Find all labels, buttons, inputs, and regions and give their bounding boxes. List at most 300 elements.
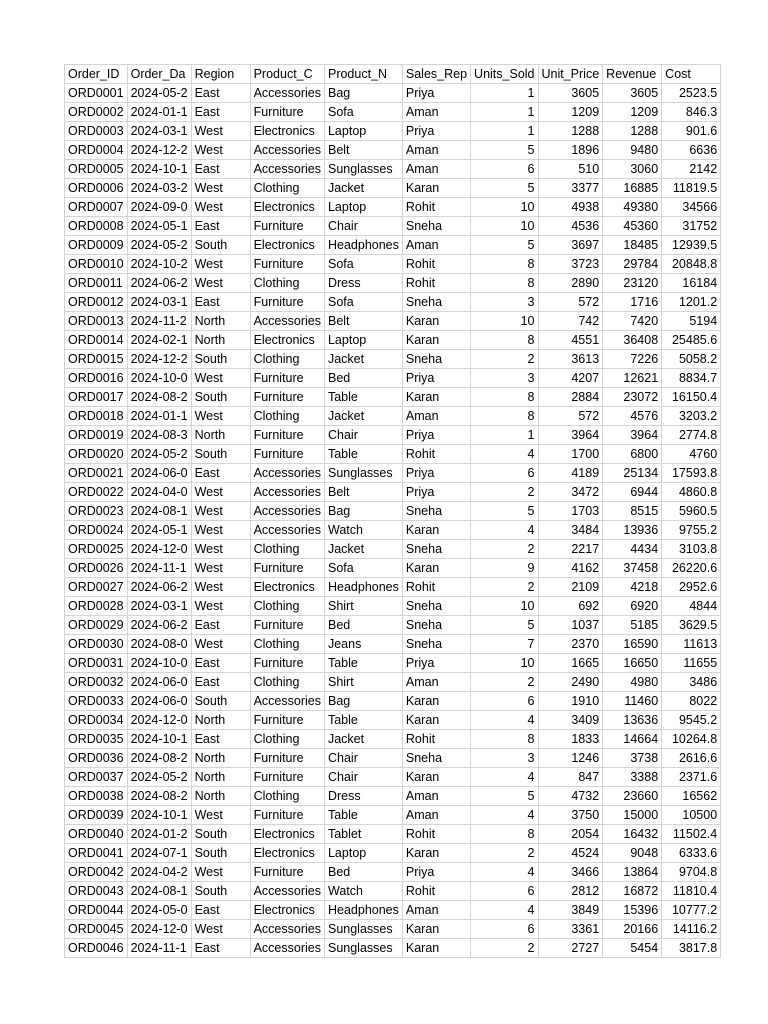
table-cell[interactable]: 16590 (603, 635, 662, 654)
table-cell[interactable]: Furniture (250, 217, 324, 236)
table-cell[interactable]: Furniture (250, 426, 324, 445)
table-cell[interactable]: 5194 (662, 312, 721, 331)
table-cell[interactable]: ORD0044 (65, 901, 128, 920)
table-cell[interactable]: Dress (324, 274, 402, 293)
table-cell[interactable]: 5185 (603, 616, 662, 635)
table-cell[interactable]: 11502.4 (662, 825, 721, 844)
table-cell[interactable]: Electronics (250, 844, 324, 863)
table-cell[interactable]: Table (324, 806, 402, 825)
table-cell[interactable]: Dress (324, 787, 402, 806)
table-cell[interactable]: 1833 (538, 730, 603, 749)
table-cell[interactable]: 2024-04-0 (127, 483, 191, 502)
table-cell[interactable]: ORD0042 (65, 863, 128, 882)
table-cell[interactable]: 2774.8 (662, 426, 721, 445)
table-cell[interactable]: Belt (324, 312, 402, 331)
table-cell[interactable]: West (191, 483, 250, 502)
table-cell[interactable]: 4 (471, 863, 538, 882)
table-cell[interactable]: Accessories (250, 882, 324, 901)
table-cell[interactable]: 3849 (538, 901, 603, 920)
table-cell[interactable]: 20848.8 (662, 255, 721, 274)
table-cell[interactable]: 2024-10-0 (127, 654, 191, 673)
table-cell[interactable]: West (191, 141, 250, 160)
table-cell[interactable]: 2024-08-2 (127, 388, 191, 407)
table-cell[interactable]: 49380 (603, 198, 662, 217)
table-cell[interactable]: 742 (538, 312, 603, 331)
table-cell[interactable]: 4980 (603, 673, 662, 692)
column-header-cell[interactable]: Units_Sold (471, 65, 538, 84)
table-cell[interactable]: Clothing (250, 635, 324, 654)
table-cell[interactable]: North (191, 749, 250, 768)
table-cell[interactable]: ORD0007 (65, 198, 128, 217)
table-cell[interactable]: 16562 (662, 787, 721, 806)
table-cell[interactable]: 5 (471, 616, 538, 635)
table-cell[interactable]: 5 (471, 141, 538, 160)
table-cell[interactable]: 2024-01-1 (127, 407, 191, 426)
table-cell[interactable]: 2 (471, 350, 538, 369)
table-cell[interactable]: North (191, 312, 250, 331)
table-cell[interactable]: West (191, 578, 250, 597)
table-cell[interactable]: 1910 (538, 692, 603, 711)
table-cell[interactable]: 3613 (538, 350, 603, 369)
table-cell[interactable]: Sneha (402, 616, 470, 635)
table-cell[interactable]: 3377 (538, 179, 603, 198)
table-cell[interactable]: 2024-01-1 (127, 103, 191, 122)
table-cell[interactable]: North (191, 768, 250, 787)
table-cell[interactable]: 4844 (662, 597, 721, 616)
table-cell[interactable]: 45360 (603, 217, 662, 236)
table-cell[interactable]: 11613 (662, 635, 721, 654)
table-cell[interactable]: Accessories (250, 692, 324, 711)
table-cell[interactable]: East (191, 654, 250, 673)
table-cell[interactable]: 3817.8 (662, 939, 721, 958)
table-cell[interactable]: 2024-05-2 (127, 768, 191, 787)
table-cell[interactable]: 4576 (603, 407, 662, 426)
table-cell[interactable]: Headphones (324, 901, 402, 920)
table-cell[interactable]: 2024-05-1 (127, 217, 191, 236)
table-cell[interactable]: Rohit (402, 578, 470, 597)
table-cell[interactable]: 1201.2 (662, 293, 721, 312)
table-cell[interactable]: 2952.6 (662, 578, 721, 597)
table-cell[interactable]: 2024-04-2 (127, 863, 191, 882)
table-cell[interactable]: 16150.4 (662, 388, 721, 407)
table-cell[interactable]: 4732 (538, 787, 603, 806)
table-cell[interactable]: ORD0004 (65, 141, 128, 160)
table-cell[interactable]: Accessories (250, 502, 324, 521)
table-cell[interactable]: 3629.5 (662, 616, 721, 635)
table-cell[interactable]: Headphones (324, 578, 402, 597)
table-cell[interactable]: 4524 (538, 844, 603, 863)
table-cell[interactable]: 1288 (538, 122, 603, 141)
table-cell[interactable]: 2 (471, 844, 538, 863)
table-cell[interactable]: 4860.8 (662, 483, 721, 502)
table-cell[interactable]: Priya (402, 369, 470, 388)
table-cell[interactable]: 2024-05-2 (127, 445, 191, 464)
table-cell[interactable]: ORD0045 (65, 920, 128, 939)
table-cell[interactable]: 1 (471, 426, 538, 445)
table-cell[interactable]: 2 (471, 673, 538, 692)
table-cell[interactable]: ORD0040 (65, 825, 128, 844)
table-cell[interactable]: 847 (538, 768, 603, 787)
table-cell[interactable]: Sunglasses (324, 920, 402, 939)
table-cell[interactable]: 1209 (603, 103, 662, 122)
table-cell[interactable]: 5 (471, 787, 538, 806)
table-cell[interactable]: 2024-05-2 (127, 84, 191, 103)
table-cell[interactable]: 4207 (538, 369, 603, 388)
table-cell[interactable]: Chair (324, 749, 402, 768)
table-cell[interactable]: ORD0006 (65, 179, 128, 198)
table-cell[interactable]: 3409 (538, 711, 603, 730)
table-cell[interactable]: 12621 (603, 369, 662, 388)
table-cell[interactable]: 2217 (538, 540, 603, 559)
table-cell[interactable]: ORD0036 (65, 749, 128, 768)
table-cell[interactable]: 11655 (662, 654, 721, 673)
table-cell[interactable]: West (191, 540, 250, 559)
table-cell[interactable]: Karan (402, 388, 470, 407)
table-cell[interactable]: 3361 (538, 920, 603, 939)
table-cell[interactable]: 9704.8 (662, 863, 721, 882)
table-cell[interactable]: 36408 (603, 331, 662, 350)
table-cell[interactable]: West (191, 806, 250, 825)
table-cell[interactable]: ORD0038 (65, 787, 128, 806)
table-cell[interactable]: Rohit (402, 274, 470, 293)
table-cell[interactable]: Laptop (324, 844, 402, 863)
table-cell[interactable]: 16432 (603, 825, 662, 844)
table-cell[interactable]: South (191, 236, 250, 255)
table-cell[interactable]: Aman (402, 160, 470, 179)
table-cell[interactable]: Karan (402, 559, 470, 578)
table-cell[interactable]: 9755.2 (662, 521, 721, 540)
table-cell[interactable]: West (191, 502, 250, 521)
table-cell[interactable]: 16872 (603, 882, 662, 901)
table-cell[interactable]: 14664 (603, 730, 662, 749)
table-cell[interactable]: 2024-12-0 (127, 920, 191, 939)
table-cell[interactable]: 5 (471, 502, 538, 521)
table-cell[interactable]: Sofa (324, 293, 402, 312)
table-cell[interactable]: Laptop (324, 198, 402, 217)
table-cell[interactable]: Rohit (402, 730, 470, 749)
table-cell[interactable]: Furniture (250, 255, 324, 274)
table-cell[interactable]: 18485 (603, 236, 662, 255)
table-cell[interactable]: 2024-10-1 (127, 160, 191, 179)
table-cell[interactable]: ORD0001 (65, 84, 128, 103)
table-cell[interactable]: ORD0018 (65, 407, 128, 426)
table-cell[interactable]: 1703 (538, 502, 603, 521)
table-cell[interactable]: Electronics (250, 198, 324, 217)
table-cell[interactable]: West (191, 274, 250, 293)
table-cell[interactable]: Table (324, 711, 402, 730)
table-cell[interactable]: 3466 (538, 863, 603, 882)
table-cell[interactable]: ORD0011 (65, 274, 128, 293)
column-header-cell[interactable]: Cost (662, 65, 721, 84)
table-cell[interactable]: 2024-10-2 (127, 255, 191, 274)
table-cell[interactable]: Furniture (250, 293, 324, 312)
table-cell[interactable]: 2024-11-1 (127, 559, 191, 578)
table-cell[interactable]: Chair (324, 217, 402, 236)
table-cell[interactable]: ORD0003 (65, 122, 128, 141)
table-cell[interactable]: 2024-03-1 (127, 293, 191, 312)
table-cell[interactable]: 3964 (538, 426, 603, 445)
table-cell[interactable]: Furniture (250, 445, 324, 464)
table-cell[interactable]: 4 (471, 521, 538, 540)
table-cell[interactable]: Sneha (402, 749, 470, 768)
table-cell[interactable]: ORD0022 (65, 483, 128, 502)
table-cell[interactable]: ORD0034 (65, 711, 128, 730)
table-cell[interactable]: 6 (471, 464, 538, 483)
table-cell[interactable]: Clothing (250, 540, 324, 559)
table-cell[interactable]: Jacket (324, 179, 402, 198)
table-cell[interactable]: 3723 (538, 255, 603, 274)
table-cell[interactable]: Bag (324, 692, 402, 711)
table-cell[interactable]: ORD0035 (65, 730, 128, 749)
table-cell[interactable]: 2024-05-2 (127, 236, 191, 255)
table-cell[interactable]: Laptop (324, 331, 402, 350)
table-cell[interactable]: Electronics (250, 825, 324, 844)
column-header-cell[interactable]: Product_C (250, 65, 324, 84)
table-cell[interactable]: Belt (324, 483, 402, 502)
table-cell[interactable]: 1700 (538, 445, 603, 464)
table-cell[interactable]: South (191, 388, 250, 407)
table-cell[interactable]: 4938 (538, 198, 603, 217)
table-cell[interactable]: Accessories (250, 521, 324, 540)
table-cell[interactable]: West (191, 407, 250, 426)
table-cell[interactable]: 3 (471, 749, 538, 768)
table-cell[interactable]: 4 (471, 711, 538, 730)
table-cell[interactable]: 2024-10-0 (127, 369, 191, 388)
table-cell[interactable]: ORD0046 (65, 939, 128, 958)
table-cell[interactable]: 23072 (603, 388, 662, 407)
table-cell[interactable]: 3750 (538, 806, 603, 825)
table-cell[interactable]: Accessories (250, 483, 324, 502)
table-cell[interactable]: 3103.8 (662, 540, 721, 559)
table-cell[interactable]: 3605 (603, 84, 662, 103)
table-cell[interactable]: Watch (324, 882, 402, 901)
table-cell[interactable]: ORD0021 (65, 464, 128, 483)
table-cell[interactable]: 3060 (603, 160, 662, 179)
table-cell[interactable]: 4 (471, 806, 538, 825)
table-cell[interactable]: 2523.5 (662, 84, 721, 103)
table-cell[interactable]: East (191, 217, 250, 236)
table-cell[interactable]: Sneha (402, 502, 470, 521)
table-cell[interactable]: 6333.6 (662, 844, 721, 863)
table-cell[interactable]: Priya (402, 483, 470, 502)
table-cell[interactable]: 4218 (603, 578, 662, 597)
table-cell[interactable]: 16650 (603, 654, 662, 673)
table-cell[interactable]: 2024-06-2 (127, 274, 191, 293)
table-cell[interactable]: 4 (471, 901, 538, 920)
table-cell[interactable]: 11810.4 (662, 882, 721, 901)
table-cell[interactable]: 9545.2 (662, 711, 721, 730)
table-cell[interactable]: 15000 (603, 806, 662, 825)
table-cell[interactable]: East (191, 84, 250, 103)
table-cell[interactable]: 2024-12-0 (127, 711, 191, 730)
table-cell[interactable]: 10 (471, 597, 538, 616)
table-cell[interactable]: North (191, 426, 250, 445)
table-cell[interactable]: Clothing (250, 274, 324, 293)
table-cell[interactable]: Shirt (324, 597, 402, 616)
table-cell[interactable]: Priya (402, 464, 470, 483)
table-cell[interactable]: East (191, 103, 250, 122)
table-cell[interactable]: Karan (402, 844, 470, 863)
table-cell[interactable]: 9480 (603, 141, 662, 160)
table-cell[interactable]: Bag (324, 84, 402, 103)
table-cell[interactable]: 1209 (538, 103, 603, 122)
table-cell[interactable]: Table (324, 445, 402, 464)
table-cell[interactable]: Karan (402, 179, 470, 198)
table-cell[interactable]: Clothing (250, 787, 324, 806)
table-cell[interactable]: Furniture (250, 559, 324, 578)
table-cell[interactable]: ORD0029 (65, 616, 128, 635)
table-cell[interactable]: 6636 (662, 141, 721, 160)
table-cell[interactable]: 2024-06-0 (127, 464, 191, 483)
table-cell[interactable]: ORD0030 (65, 635, 128, 654)
table-cell[interactable]: 13636 (603, 711, 662, 730)
table-cell[interactable]: 8 (471, 407, 538, 426)
table-cell[interactable]: 2024-02-1 (127, 331, 191, 350)
table-cell[interactable]: Sunglasses (324, 160, 402, 179)
table-cell[interactable]: 10 (471, 217, 538, 236)
table-cell[interactable]: 13864 (603, 863, 662, 882)
table-cell[interactable]: 5454 (603, 939, 662, 958)
table-cell[interactable]: East (191, 901, 250, 920)
table-cell[interactable]: 29784 (603, 255, 662, 274)
table-cell[interactable]: 1716 (603, 293, 662, 312)
table-cell[interactable]: Furniture (250, 768, 324, 787)
table-cell[interactable]: Clothing (250, 179, 324, 198)
table-cell[interactable]: 4551 (538, 331, 603, 350)
table-cell[interactable]: Sofa (324, 103, 402, 122)
table-cell[interactable]: Electronics (250, 331, 324, 350)
table-cell[interactable]: 2024-08-0 (127, 635, 191, 654)
table-cell[interactable]: Priya (402, 654, 470, 673)
table-cell[interactable]: Sunglasses (324, 464, 402, 483)
table-cell[interactable]: 8 (471, 825, 538, 844)
table-cell[interactable]: West (191, 559, 250, 578)
table-cell[interactable]: ORD0027 (65, 578, 128, 597)
column-header-cell[interactable]: Product_N (324, 65, 402, 84)
table-cell[interactable]: East (191, 293, 250, 312)
table-cell[interactable]: 16184 (662, 274, 721, 293)
table-cell[interactable]: 4189 (538, 464, 603, 483)
table-cell[interactable]: 8515 (603, 502, 662, 521)
table-cell[interactable]: 2024-09-0 (127, 198, 191, 217)
table-cell[interactable]: Sunglasses (324, 939, 402, 958)
table-cell[interactable]: 2024-12-0 (127, 540, 191, 559)
table-cell[interactable]: 9048 (603, 844, 662, 863)
table-cell[interactable]: South (191, 882, 250, 901)
table-cell[interactable]: 2 (471, 540, 538, 559)
table-cell[interactable]: West (191, 521, 250, 540)
table-cell[interactable]: ORD0008 (65, 217, 128, 236)
table-cell[interactable]: ORD0025 (65, 540, 128, 559)
table-cell[interactable]: Furniture (250, 749, 324, 768)
table-cell[interactable]: ORD0017 (65, 388, 128, 407)
table-cell[interactable]: Priya (402, 84, 470, 103)
table-cell[interactable]: 10777.2 (662, 901, 721, 920)
table-cell[interactable]: Sneha (402, 293, 470, 312)
table-cell[interactable]: Aman (402, 806, 470, 825)
table-cell[interactable]: 3203.2 (662, 407, 721, 426)
table-cell[interactable]: 1 (471, 103, 538, 122)
table-cell[interactable]: 25485.6 (662, 331, 721, 350)
table-cell[interactable]: 8 (471, 255, 538, 274)
table-cell[interactable]: East (191, 160, 250, 179)
table-cell[interactable]: 4536 (538, 217, 603, 236)
table-cell[interactable]: 2024-10-1 (127, 730, 191, 749)
table-cell[interactable]: West (191, 122, 250, 141)
table-cell[interactable]: North (191, 787, 250, 806)
table-cell[interactable]: Jacket (324, 350, 402, 369)
table-cell[interactable]: Chair (324, 426, 402, 445)
table-cell[interactable]: 2884 (538, 388, 603, 407)
table-cell[interactable]: Furniture (250, 388, 324, 407)
table-cell[interactable]: 6 (471, 920, 538, 939)
table-cell[interactable]: Furniture (250, 863, 324, 882)
table-cell[interactable]: Priya (402, 122, 470, 141)
column-header-cell[interactable]: Order_ID (65, 65, 128, 84)
table-cell[interactable]: ORD0015 (65, 350, 128, 369)
table-cell[interactable]: 10 (471, 198, 538, 217)
table-cell[interactable]: Aman (402, 236, 470, 255)
table-cell[interactable]: 8834.7 (662, 369, 721, 388)
column-header-cell[interactable]: Region (191, 65, 250, 84)
table-cell[interactable]: ORD0016 (65, 369, 128, 388)
table-cell[interactable]: Karan (402, 331, 470, 350)
table-cell[interactable]: 2142 (662, 160, 721, 179)
table-cell[interactable]: 3484 (538, 521, 603, 540)
table-cell[interactable]: 4434 (603, 540, 662, 559)
table-cell[interactable]: Headphones (324, 236, 402, 255)
table-cell[interactable]: 15396 (603, 901, 662, 920)
table-cell[interactable]: 2024-06-2 (127, 578, 191, 597)
table-cell[interactable]: 2 (471, 483, 538, 502)
table-cell[interactable]: 8022 (662, 692, 721, 711)
table-cell[interactable]: 7 (471, 635, 538, 654)
table-cell[interactable]: 13936 (603, 521, 662, 540)
table-cell[interactable]: 8 (471, 331, 538, 350)
table-cell[interactable]: Bed (324, 863, 402, 882)
table-cell[interactable]: ORD0031 (65, 654, 128, 673)
table-cell[interactable]: Watch (324, 521, 402, 540)
table-cell[interactable]: Karan (402, 312, 470, 331)
table-cell[interactable]: 2054 (538, 825, 603, 844)
table-cell[interactable]: 8 (471, 274, 538, 293)
table-cell[interactable]: Furniture (250, 103, 324, 122)
table-cell[interactable]: Aman (402, 901, 470, 920)
table-cell[interactable]: 6 (471, 882, 538, 901)
table-cell[interactable]: 26220.6 (662, 559, 721, 578)
table-cell[interactable]: Accessories (250, 84, 324, 103)
table-cell[interactable]: 846.3 (662, 103, 721, 122)
table-cell[interactable]: 4 (471, 768, 538, 787)
table-cell[interactable]: 25134 (603, 464, 662, 483)
table-cell[interactable]: West (191, 920, 250, 939)
table-cell[interactable]: 10264.8 (662, 730, 721, 749)
column-header-cell[interactable]: Sales_Rep (402, 65, 470, 84)
table-cell[interactable]: Karan (402, 768, 470, 787)
table-cell[interactable]: 5 (471, 179, 538, 198)
table-cell[interactable]: 2024-03-1 (127, 597, 191, 616)
table-cell[interactable]: 2890 (538, 274, 603, 293)
table-cell[interactable]: Accessories (250, 939, 324, 958)
table-cell[interactable]: West (191, 255, 250, 274)
table-cell[interactable]: 2024-05-1 (127, 521, 191, 540)
table-cell[interactable]: Karan (402, 920, 470, 939)
column-header-cell[interactable]: Unit_Price (538, 65, 603, 84)
table-cell[interactable]: ORD0039 (65, 806, 128, 825)
table-cell[interactable]: Sofa (324, 559, 402, 578)
table-cell[interactable]: East (191, 673, 250, 692)
table-cell[interactable]: 34566 (662, 198, 721, 217)
